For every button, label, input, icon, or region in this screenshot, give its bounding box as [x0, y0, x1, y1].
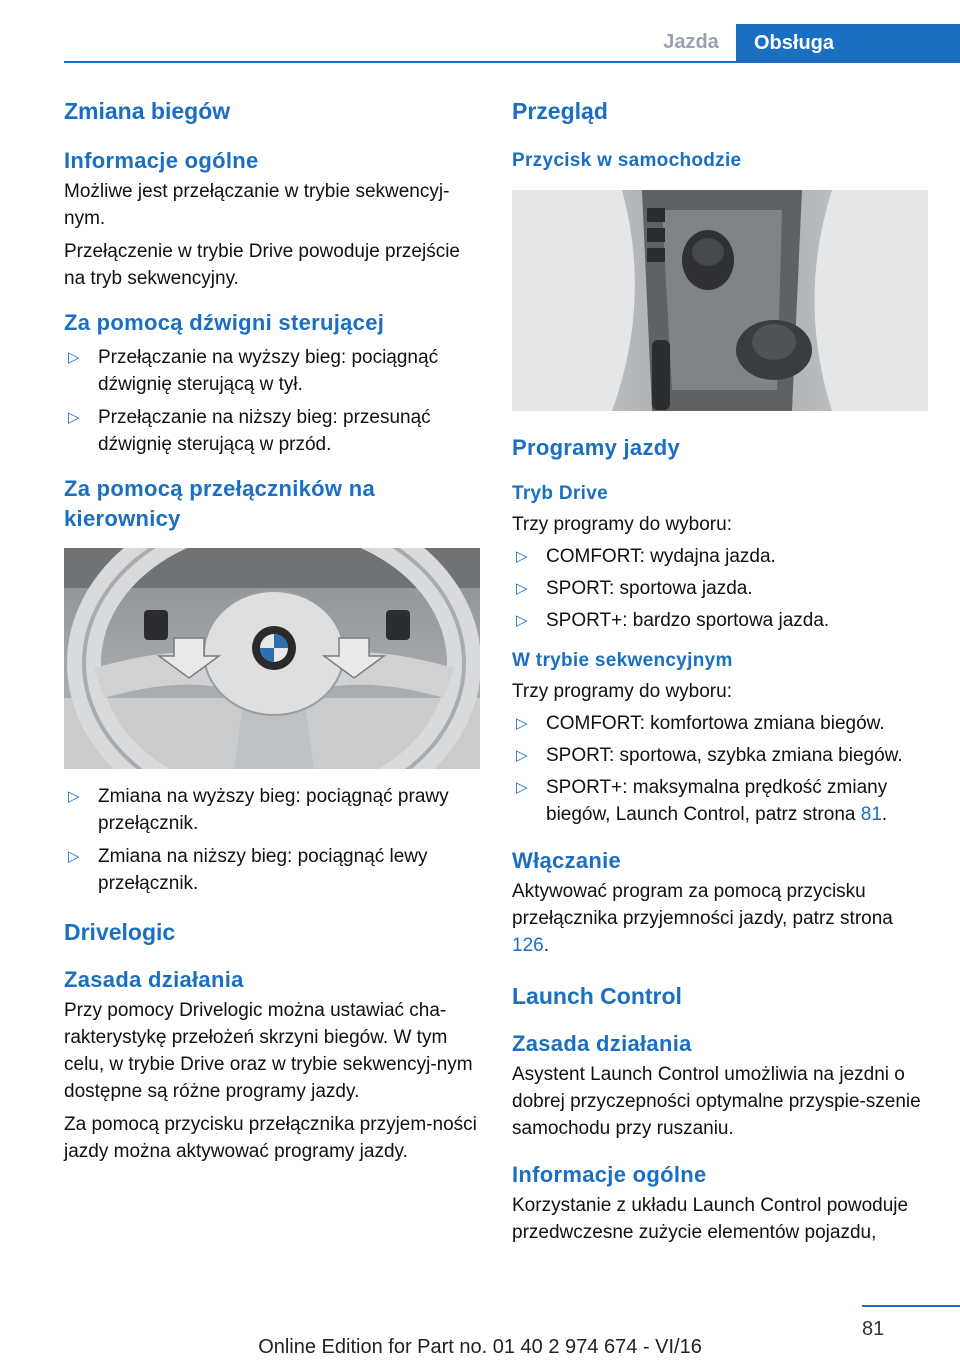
triangle-bullet-icon: ▷	[516, 612, 528, 629]
paragraph-seq-intro: Trzy programy do wyboru:	[512, 681, 732, 702]
heading-launch-principle: Zasada działania	[512, 1031, 692, 1056]
edition-footer: Online Edition for Part no. 01 40 2 974 674 - VI/16	[258, 1336, 702, 1358]
heading-gear-change: Zmiana biegów	[64, 98, 231, 124]
paragraph-launch-general: Korzystanie z układu Launch Control powoduje przedwczesne zużycie elementów pojazdu,	[512, 1195, 909, 1243]
list-item: ▷ SPORT+: maksymalna prędkość zmiany biegów, Launch Control, patrz strona 81.	[512, 774, 930, 828]
triangle-bullet-icon: ▷	[68, 788, 80, 805]
triangle-bullet-icon: ▷	[68, 409, 80, 426]
heading-principle: Zasada działania	[64, 967, 244, 992]
paragraph-general-1: Możliwe jest przełączanie w trybie sekwencyj- nym.	[64, 181, 450, 229]
right-column	[512, 96, 930, 1246]
list-item: ▷ COMFORT: wydajna jazda.	[512, 543, 930, 570]
page-link-126[interactable]: 126	[512, 935, 544, 956]
footer-divider	[862, 1305, 960, 1307]
heading-general-info: Informacje ogólne	[64, 148, 259, 173]
triangle-bullet-icon: ▷	[516, 747, 528, 764]
tab-obsluga[interactable]: Obsługa	[736, 24, 960, 63]
heading-sequential-mode: W trybie sekwencyjnym	[512, 650, 733, 671]
paragraph-activate: Aktywować program za pomocą przycisku przełącznika przyjemności jazdy, patrz strona 126.	[512, 881, 893, 956]
lever-list	[64, 344, 482, 458]
list-item: ▷ Przełączanie na wyższy bieg: pociągnąć dźwignię sterującą w tył.	[64, 344, 482, 398]
triangle-bullet-icon: ▷	[68, 848, 80, 865]
heading-lever: Za pomocą dźwigni sterującej	[64, 310, 385, 335]
drive-list	[512, 543, 930, 634]
center-console-image	[512, 190, 928, 411]
list-item: ▷ Zmiana na wyższy bieg: pociągnąć prawy przełącznik.	[64, 783, 482, 837]
paddle-list	[64, 783, 482, 897]
heading-activate: Włączanie	[512, 848, 622, 873]
page-number: 81	[862, 1318, 885, 1340]
paragraph-drive-intro: Trzy programy do wyboru:	[512, 514, 732, 535]
paragraph-principle-1: Przy pomocy Drivelogic można ustawiać cha-rakterystykę przełożeń skrzyni biegów. W tym celu, w trybie Drive oraz w trybie sekwencyj-nym dostępne są różne programy jazdy.	[64, 1000, 473, 1102]
heading-drive-mode: Tryb Drive	[512, 483, 608, 504]
paragraph-principle-2: Za pomocą przycisku przełącznika przyjem-ności jazdy można aktywować programy jazdy.	[64, 1114, 477, 1162]
header-divider	[64, 61, 960, 63]
heading-drivelogic: Drivelogic	[64, 919, 176, 945]
list-item: ▷ SPORT: sportowa jazda.	[512, 575, 930, 602]
steering-wheel-image	[64, 548, 480, 769]
list-item: ▷ SPORT+: bardzo sportowa jazda.	[512, 607, 930, 634]
page-link-81[interactable]: 81	[860, 804, 882, 825]
heading-launch-control: Launch Control	[512, 983, 682, 1009]
list-item: ▷ SPORT: sportowa, szybka zmiana biegów.	[512, 742, 930, 769]
triangle-bullet-icon: ▷	[68, 349, 80, 366]
heading-launch-general: Informacje ogólne	[512, 1162, 707, 1187]
triangle-bullet-icon: ▷	[516, 779, 528, 796]
heading-overview: Przegląd	[512, 98, 608, 124]
heading-drive-programs: Programy jazdy	[512, 435, 681, 460]
list-item: ▷ Zmiana na niższy bieg: pociągnąć lewy przełącznik.	[64, 843, 482, 897]
paragraph-general-2: Przełączenie w trybie Drive powoduje przejście na tryb sekwencyjny.	[64, 241, 461, 289]
list-item: ▷ Przełączanie na niższy bieg: przesunąć dźwignię sterującą w przód.	[64, 404, 482, 458]
triangle-bullet-icon: ▷	[516, 715, 528, 732]
heading-paddles: Za pomocą przełączników na kierownicy	[64, 476, 375, 531]
tab-jazda[interactable]: Jazda	[663, 31, 719, 53]
list-item: ▷ COMFORT: komfortowa zmiana biegów.	[512, 710, 930, 737]
left-column	[64, 96, 482, 1165]
heading-button-in-car: Przycisk w samochodzie	[512, 150, 742, 171]
triangle-bullet-icon: ▷	[516, 548, 528, 565]
triangle-bullet-icon: ▷	[516, 580, 528, 597]
sequential-list	[512, 710, 930, 828]
paragraph-launch-principle: Asystent Launch Control umożliwia na jezdni o dobrej przyczepności optymalne przyspie-szenie samochodu przy ruszaniu.	[512, 1064, 921, 1139]
